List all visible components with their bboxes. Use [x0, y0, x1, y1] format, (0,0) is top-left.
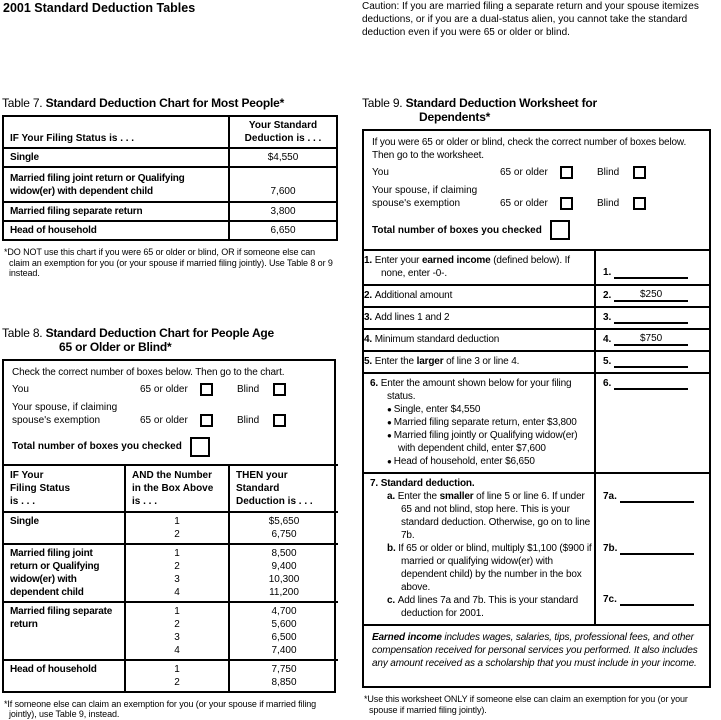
line-6-entry: 6. [594, 374, 709, 472]
status-cell: Married filing joint return or Qualifying widow(er) with dependent child [3, 167, 229, 202]
table8-label: Table 8. [2, 325, 43, 340]
table8-footnote: *If someone else can claim an exemption for you (or your spouse if married filing jointly), use Table 9, instead. [4, 698, 317, 719]
worksheet-line-2 [364, 284, 709, 306]
table-row [3, 202, 337, 221]
table-row [4, 544, 338, 602]
deduction-cell: 3,800 [229, 202, 337, 221]
table7 [2, 115, 338, 241]
total-boxes-row [372, 220, 703, 241]
earned-income-note: Earned income includes wages, salaries, tips, professional fees, and other compensation received for personal services you performed. It also includes any amount received as a scholarship that you must include in your income. [364, 624, 709, 686]
total-boxes-label: Total number of boxes you checked [12, 441, 182, 452]
number-cell: 1 2 [125, 660, 229, 691]
table9-checkbox-panel [364, 131, 709, 249]
table-row [4, 602, 338, 660]
you-label: You [12, 383, 29, 395]
line-1-entry-field[interactable] [614, 266, 688, 279]
status-cell: Head of household [4, 660, 125, 691]
line-6-text: 6. Enter the amount shown below for your filing status. ● Single, enter $4,550 ● Married filing separate return, enter $3,800 ● Married filing jointly or Qualifying widow(er) with dependent child, enter $7,600 ● Head of household, enter $6,650 [364, 374, 594, 472]
you-row [372, 166, 703, 179]
table7-footnote: *DO NOT use this chart if you were 65 or older or blind, OR if someone else can claim an exemption for you (or your spouse if married filing jointly). Use Table 8 or 9 instead. [4, 247, 333, 278]
status-cell: Single [3, 148, 229, 167]
blind-label: Blind [597, 198, 620, 209]
you-blind-checkbox[interactable] [633, 166, 646, 179]
you-65-checkbox[interactable] [200, 383, 213, 396]
line-4-entry: 4. $750 [594, 330, 709, 350]
table8-chart [4, 464, 338, 691]
table9-check-intro: If you were 65 or older or blind, check the correct number of boxes below. Then go to the worksheet. [372, 137, 687, 161]
deduction-cell: 8,500 9,400 10,300 11,200 [229, 544, 338, 602]
line-2-text: 2. Additional amount [364, 290, 453, 301]
line-3-entry: 3. [594, 308, 709, 328]
older-label: 65 or older [500, 167, 548, 178]
worksheet-line-4 [364, 328, 709, 350]
deduction-cell: 7,600 [229, 167, 337, 202]
you-65-checkbox[interactable] [560, 166, 573, 179]
you-row [12, 383, 328, 396]
table9-footnote: *Use this worksheet ONLY if someone else can claim an exemption for you (or your spouse if married filing jointly). [364, 694, 688, 715]
older-label: 65 or older [140, 383, 188, 395]
right-column [362, 96, 711, 715]
total-boxes-checkbox[interactable] [190, 437, 210, 457]
table9-title-line2: Dependents* [419, 110, 491, 124]
line-7c-entry: 7c. [603, 593, 694, 606]
line-1-text: 1. Enter your earned income (defined below). If none, enter -0-. [364, 255, 570, 279]
table-row [3, 167, 337, 202]
table-row [4, 660, 338, 691]
table9-worksheet [362, 129, 711, 688]
page-title: 2001 Standard Deduction Tables [3, 1, 196, 15]
line-3-text: 3. Add lines 1 and 2 [364, 312, 450, 323]
line-7b-entry: 7b. [603, 542, 694, 555]
spouse-row [12, 401, 328, 427]
table8-check-intro: Check the correct number of boxes below. Then go to the chart. [12, 366, 285, 378]
deduction-cell: 7,750 8,850 [229, 660, 338, 691]
table7-header-status: IF Your Filing Status is . . . [3, 116, 229, 148]
table7-header-row [3, 116, 337, 148]
table-row [3, 221, 337, 240]
line-7-entry [594, 474, 709, 624]
worksheet-line-3 [364, 306, 709, 328]
table8-title-line1: Standard Deduction Chart for People Age [45, 325, 275, 340]
line-7-text: 7. Standard deduction. a. Enter the smaller of line 5 or line 6. If under 65 and not blind, stop here. This is your standard deduction. Otherwise, go on to line 7b. b. If 65 or older or blind, multiply $1,100 ($900 if married or qualifying widow(er) with dependent child) by the number in the box above. c. Add lines 7a and 7b. This is your standard deduction for 2001. [370, 478, 592, 619]
left-column [2, 96, 336, 720]
older-label: 65 or older [500, 198, 548, 209]
table7-label: Table 7. [2, 96, 43, 110]
line-6-entry-field[interactable] [614, 377, 688, 390]
blind-label: Blind [237, 414, 260, 426]
older-label: 65 or older [140, 414, 188, 426]
line-4-entry-field: $750 [614, 333, 688, 346]
you-label: You [372, 167, 389, 178]
table9-heading [362, 96, 711, 124]
number-cell: 1 2 3 4 [125, 544, 229, 602]
line-7c-text: c. Add lines 7a and 7b. This is your standard deduction for 2001. [387, 595, 578, 619]
line-2-entry-field: $250 [614, 289, 688, 302]
status-cell: Head of household [3, 221, 229, 240]
total-boxes-label: Total number of boxes you checked [372, 224, 542, 236]
you-blind-checkbox[interactable] [273, 383, 286, 396]
number-cell: 1 2 [125, 512, 229, 544]
table9-title-line1: Standard Deduction Worksheet for [405, 96, 597, 110]
deduction-cell: $5,650 6,750 [229, 512, 338, 544]
line-6-bullet: ● Single, enter $4,550 [370, 403, 592, 416]
total-boxes-row [12, 437, 328, 458]
table7-header-deduction: Your Standard Deduction is . . . [229, 116, 337, 148]
table8-box [2, 359, 336, 693]
line-7b-entry-field[interactable] [620, 542, 694, 555]
spouse-blind-checkbox[interactable] [273, 414, 286, 427]
table-row [4, 512, 338, 544]
caution-note: Caution: If you are married filing a separate return and your spouse itemizes deductions, or if you are a dual-status alien, you cannot take the standard deduction even if you were 65 or older or blind. [362, 1, 699, 38]
table8-header-status: IF Your Filing Status is . . . [4, 465, 125, 512]
table7-heading [2, 96, 336, 110]
table8-title-line2: 65 or Older or Blind* [59, 339, 172, 354]
deduction-cell: $4,550 [229, 148, 337, 167]
status-cell: Married filing separate return [4, 602, 125, 660]
line-2-entry: 2. $250 [594, 286, 709, 306]
line-7a-text: a. Enter the smaller of line 5 or line 6. If under 65 and not blind, stop here. This is your standard deduction. Otherwise, go on to line 7b. [387, 491, 591, 541]
status-cell: Single [4, 512, 125, 544]
table8-checkbox-panel [4, 361, 334, 464]
line-6-bullet: ● Married filing jointly or Qualifying widow(er) with dependent child, enter $7,600 [370, 429, 592, 455]
line-7b-text: b. If 65 or older or blind, multiply $1,100 ($900 if married or qualifying widow(er) with dependent child) by the number in the box above. [387, 543, 592, 593]
line-3-entry-field[interactable] [614, 311, 688, 324]
deduction-cell: 4,700 5,600 6,500 7,400 [229, 602, 338, 660]
table8-header-deduction: THEN your Standard Deduction is . . . [229, 465, 338, 512]
line-6-bullet: ● Married filing separate return, enter $3,800 [370, 416, 592, 429]
blind-label: Blind [597, 167, 620, 178]
table8-header-number: AND the Number in the Box Above is . . . [125, 465, 229, 512]
line-7a-entry: 7a. [603, 490, 694, 503]
spouse-65-checkbox[interactable] [560, 197, 573, 210]
line-5-entry: 5. [594, 352, 709, 372]
worksheet-line-1 [364, 249, 709, 284]
status-cell: Married filing separate return [3, 202, 229, 221]
line-6-bullet: ● Head of household, enter $6,650 [370, 455, 592, 468]
worksheet-line-5 [364, 350, 709, 372]
table9-label: Table 9. [362, 96, 403, 110]
line-5-entry-field[interactable] [614, 355, 688, 368]
table-row [3, 148, 337, 167]
line-4-text: 4. Minimum standard deduction [364, 334, 500, 345]
blind-label: Blind [237, 383, 260, 395]
line-1-entry: 1. [594, 251, 709, 284]
spouse-label: Your spouse, if claiming spouse's exemption [12, 401, 118, 426]
table7-title: Standard Deduction Chart for Most People* [45, 96, 285, 110]
line-7c-entry-field[interactable] [620, 593, 694, 606]
line-5-text: 5. Enter the larger of line 3 or line 4. [364, 356, 520, 367]
table8-header-row [4, 465, 338, 512]
worksheet-line-7 [364, 472, 709, 624]
spouse-65-checkbox[interactable] [200, 414, 213, 427]
spouse-blind-checkbox[interactable] [633, 197, 646, 210]
line-7a-entry-field[interactable] [620, 490, 694, 503]
spouse-label: Your spouse, if claiming spouse's exemption [372, 185, 478, 209]
spouse-row [372, 184, 703, 210]
table8-heading [2, 326, 336, 354]
deduction-cell: 6,650 [229, 221, 337, 240]
status-cell: Married filing joint return or Qualifying widow(er) with dependent child [4, 544, 125, 602]
total-boxes-checkbox[interactable] [550, 220, 570, 240]
worksheet-line-6 [364, 372, 709, 472]
number-cell: 1 2 3 4 [125, 602, 229, 660]
